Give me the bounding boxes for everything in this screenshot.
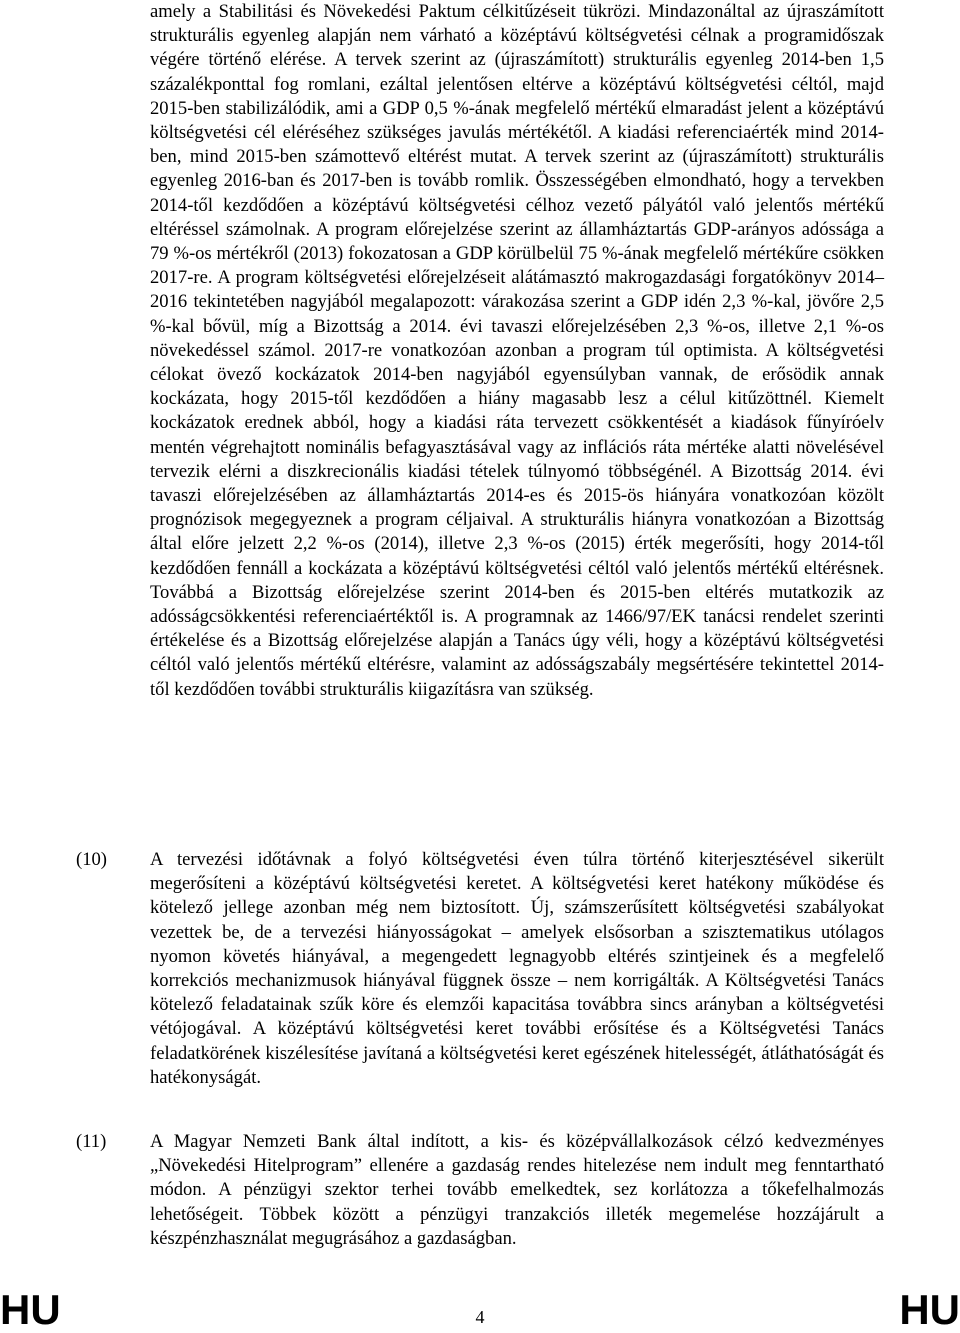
- paragraph-10-number: (10): [76, 849, 107, 870]
- paragraph-10-text: A tervezési időtávnak a folyó költségvetési éven túlra történő kiterjesztésével sikerült megerősíteni a középtávú költségvetési keretet. A költségvetési keret hatékony működése és kötelező jellege azonban még nem biztosított. Új, számszerűsített költségvetési szabályokat vezettek be, de a tervezési hiányosságokat – amelyek elsősorban a szisztematikus utólagos nyomon követés hiányával, a megengedett legnagyobb eltérés szintjeinek és a megfelelő korrekciós mechanizmusok hiányával függnek össze – nem korrigálták. A Költségvetési Tanács kötelező feladatainak szűk köre és elemzői kapacitása továbbra sincs arányban a költségvetési vétójogával. A középtávú költségvetési keret további erősítése és a Költségvetési Tanács feladatkörének kiszélesítése javítaná a költségvetési keret egészének hitelességét, átláthatóságát és hatékonyságát.: [150, 849, 884, 1088]
- footer-language-code-right: HU: [899, 1286, 960, 1333]
- paragraph-intro-text: amely a Stabilitási és Növekedési Paktum célkitűzéseit tükrözi. Mindazonáltal az újraszámított strukturális egyenleg alapján nem várható a középtávú költségvetési célnak a programidőszak végére történő elérése. A tervek szerint az (újraszámított) strukturális egyenleg 2014-ben 1,5 százalékponttal fog romlani, ezáltal jelentősen eltérve a középtávú költségvetési céltól, majd 2015-ben stabilizálódik, ami a GDP 0,5 %-ának megfelelő mértékű elmaradást jelent a középtávú költségvetési cél eléréséhez szükséges javulás mértékétől. A kiadási referenciaérték mind 2014-ben, mind 2015-ben számottevő eltérést mutat. A tervek szerint az (újraszámított) strukturális egyenleg 2016-ban és 2017-ben is tovább romlik. Összességében elmondható, hogy a tervekben 2014-től kezdődően a középtávú költségvetési célhoz vezető pályától való jelentős mértékű eltéréssel számolnak. A program előrejelzése szerint az államháztartás GDP-arányos adóssága a 79 %-os mértékről (2013) fokozatosan a GDP körülbelül 75 %-ának megfelelő mértékűre csökken 2017-re. A program költségvetési előrejelzéseit alátámasztó makrogazdasági forgatókönyv 2014–2016 tekintetében nagyjából megalapozott: várakozása szerint a GDP idén 2,3 %-kal, jövőre 2,5 %-kal bővül, míg a Bizottság a 2014. évi tavaszi előrejelzésében 2,3 %-os, illetve 2,1 %-os növekedéssel számol. 2017-re vonatkozóan azonban a program túl optimista. A költségvetési célokat övező kockázatok 2014-ben nagyjából egyensúlyban vannak, de erősödik annak kockázata, hogy 2015-től kezdődően a hiány magasabb lesz a célul kitűzöttnél. Kiemelt kockázatok erednek abból, hogy a kiadási ráta tervezett csökkentését a kiadások fűnyíróelv mentén végrehajtott nominális befagyasztásával vagy az inflációs ráta mértéke alatti növelésével tervezik elérni a diszkrecionális kiadási tételek túlnyomó többségénél. A Bizottság 2014. évi tavaszi előrejelzésében az államháztartás 2014-es és 2015-ös hiányára vonatkozóan közölt prognózisok megegyeznek a program céljaival. A strukturális hiányra vonatkozóan a Bizottság által előre jelzett 2,2 %-os (2014), illetve 2,3 %-os (2015) érték megerősíti, hogy 2014-től kezdődően fennáll a kockázata a középtávú költségvetési céltól való jelentős mértékű eltérésnek. Továbbá a Bizottság előrejelzése szerint 2014-ben és 2015-ben eltérés mutatkozik az adósságcsökkentési referenciaértéktől is. A programnak az 1466/97/EK tanácsi rendelet szerinti értékelése és a Bizottság előrejelzése alapján a Tanács úgy véli, hogy a középtávú költségvetési céltól való jelentős mértékű eltérésre, valamint az adósságszabály megsértésére tekintettel 2014-től kezdődően további strukturális kiigazításra van szükség.: [150, 1, 884, 700]
- paragraph-11-text: A Magyar Nemzeti Bank által indított, a kis- és középvállalkozások célzó kedvezményes „Növekedési Hitelprogram” ellenére a gazdaság rendes hitelezése nem indult meg fenntartható módon. A pénzügyi szektor terhei tovább emelkedtek, sez korlátozza a tőkefelhalmozás lehetőségeit. Többek között a pénzügyi tranzakciós illeték megemelése hozzájárult a készpénzhasználat megugrásához a gazdaságban.: [150, 1131, 884, 1249]
- paragraph-11-number: (11): [76, 1131, 107, 1152]
- page-number: 4: [475, 1307, 485, 1327]
- footer-language-code-left: HU: [0, 1286, 61, 1333]
